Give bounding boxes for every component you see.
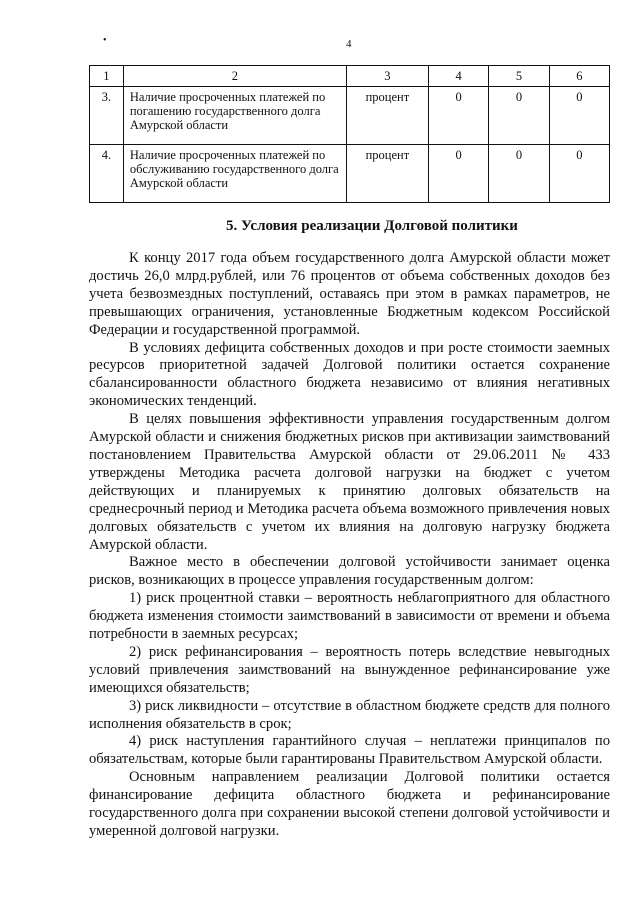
table-header-row — [90, 66, 610, 87]
paragraph-risk-liquidity: 3) риск ликвидности – отсутствие в областном бюджете средств для полного исполнения обязательств в срок; — [89, 697, 610, 732]
page-marker: • — [103, 35, 107, 46]
row-indicator: Наличие просроченных платежей по погашению государственного долга Амурской области — [123, 87, 346, 145]
row-unit: процент — [346, 145, 428, 203]
paragraph-main-direction: Основным направлением реализации Долговой политики остается финансирование дефицита областного бюджета и рефинансирование государственного долга при сохранении высокой степени долговой устойчивости и умеренной долговой нагрузки. — [89, 769, 610, 839]
header-cell-3: 3 — [346, 66, 428, 87]
header-cell-1: 1 — [90, 66, 124, 87]
header-cell-5: 5 — [489, 66, 549, 87]
header-cell-2: 2 — [123, 66, 346, 87]
page-number: 4 — [346, 38, 352, 50]
row-value-1: 0 — [428, 145, 488, 203]
row-unit: процент — [346, 87, 428, 145]
paragraph-deficit-conditions: В условиях дефицита собственных доходов и при росте стоимости заемных ресурсов приоритетной задачей Долговой политики остается сохранение сбалансированности областного бюджета независимо от влияния негативных экономических тенденций. — [89, 339, 610, 410]
paragraph-risk-interest-rate: 1) риск процентной ставки – вероятность неблагоприятного для областного бюджета изменения стоимости заимствований в зависимости от времени и объема потребности в заемных ресурсах; — [89, 590, 610, 643]
paragraph-risk-refinancing: 2) риск рефинансирования – вероятность потерь вследствие невыгодных условий привлечения заимствований на вынужденное рефинансирование уже имеющихся обязательств; — [89, 643, 610, 696]
row-value-3: 0 — [549, 87, 609, 145]
paragraph-methodology: В целях повышения эффективности управления государственным долгом Амурской области и снижения бюджетных рисков при активизации заимствований постановлением Правительства Амурской области от 29.06.2011 № 433 утверждены Методика расчета долговой нагрузки на бюджет с учетом действующих и планируемых к принятию долговых обязательств на среднесрочный период и Методика расчета объема возможного привлечения новых долговых обязательств с учетом их влияния на долговую нагрузку бюджета Амурской области. — [89, 411, 610, 553]
row-value-1: 0 — [428, 87, 488, 145]
header-cell-4: 4 — [428, 66, 488, 87]
row-number: 4. — [90, 145, 124, 203]
table-row — [90, 87, 610, 145]
row-value-2: 0 — [489, 87, 549, 145]
header-cell-6: 6 — [549, 66, 609, 87]
paragraph-risk-guarantee: 4) риск наступления гарантийного случая – неплатежи принципалов по обязательствам, которые были гарантированы Правительством Амурской области. — [89, 733, 610, 768]
row-value-2: 0 — [489, 145, 549, 203]
paragraph-risk-assessment: Важное место в обеспечении долговой устойчивости занимает оценка рисков, возникающих в процессе управления государственным долгом: — [89, 554, 610, 589]
row-number: 3. — [90, 87, 124, 145]
section-heading: 5. Условия реализации Долговой политики — [226, 218, 518, 234]
indicators-table — [89, 65, 610, 203]
body-text — [89, 250, 610, 841]
row-indicator: Наличие просроченных платежей по обслуживанию государственного долга Амурской области — [123, 145, 346, 203]
table-row — [90, 145, 610, 203]
row-value-3: 0 — [549, 145, 609, 203]
paragraph-debt-volume: К концу 2017 года объем государственного долга Амурской области может достичь 26,0 млрд.рублей, или 76 процентов от объема собственных доходов без учета безвозмездных поступлений, оставаясь при этом в рамках параметров, не превышающих ограничения, установленные Бюджетным кодексом Российской Федерации и государственной программой. — [89, 250, 610, 338]
